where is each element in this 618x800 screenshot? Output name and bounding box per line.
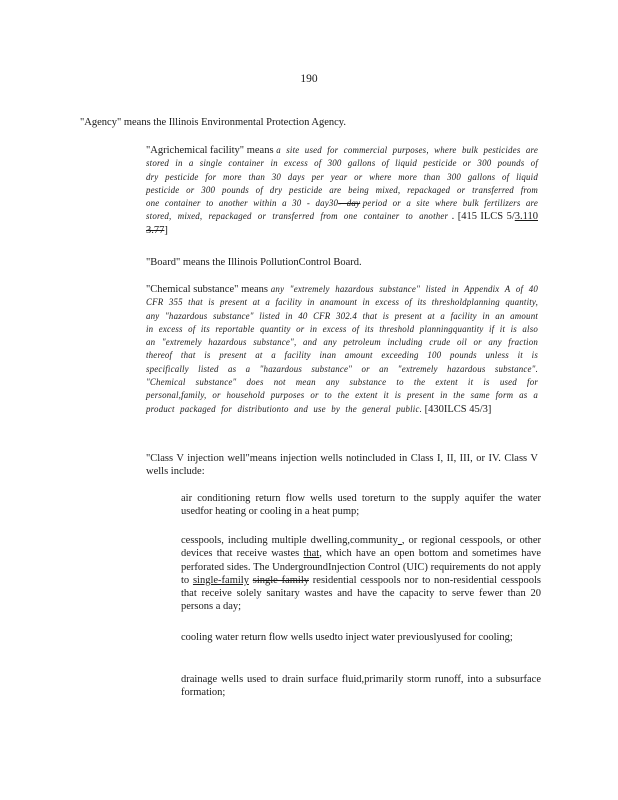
- term-agency: "Agency": [80, 117, 122, 128]
- deleted-text: 3.77: [146, 224, 165, 236]
- item-text: , or regional cesspools, or other devices that receive wastes: [181, 535, 542, 560]
- definition-class-v-injection-well: [146, 452, 538, 479]
- term-board: "Board": [146, 257, 181, 268]
- definition-text: "Class V injection well"means injection wells notincluded in Class I, II, III, or IV. Class V wells include:: [146, 453, 538, 478]
- inserted-text: single-family: [192, 574, 249, 586]
- term-agrichemical-facility: "Agrichemical facility" means: [146, 145, 274, 156]
- deleted-text: single family: [252, 574, 309, 586]
- definition-agrichemical-facility: [146, 144, 538, 237]
- item-text: residential cesspools nor to non-residential cesspools that receive solely sanitary wastes and have the capacity to serve fewer than 20 persons a day;: [181, 574, 542, 613]
- deleted-text: - day: [338, 198, 361, 209]
- page-number: 190: [300, 73, 318, 85]
- citation: ]: [164, 224, 168, 236]
- inserted-text: that: [303, 548, 320, 560]
- list-item-air-conditioning: air conditioning return flow wells used toreturn to the supply aquifer the water usedfor heating or cooling in a heat pump;: [181, 493, 541, 518]
- citation: . [415 ILCS 5/: [451, 211, 515, 223]
- list-item-cooling-water: cooling water return flow wells usedto inject water previouslyused for cooling;: [181, 632, 513, 643]
- definition-board: [146, 256, 538, 269]
- list-item-cesspools: [181, 534, 541, 614]
- definition-text: any "extremely hazardous substance" listed in Appendix A of 40 CFR 355 that is present at a facility in anamount in excess of its thresholdplanning quantity, any "hazardous substance" listed in 40 CFR 302.4 that is present at a facility in an amount in excess of its reportable quantity or in excess of its threshold planningquantity if it is also an "extremely hazardous substance", and any petroleum including crude oil or any fraction thereof that is present at a facility inan amount exceeding 100 pounds unless it is specifically listed as a "hazardous substance" or an "extremely hazardous substance". "Chemical substance" does not mean any substance to the extent it is used for personal,family, or household purposes or to the extent it is present in the same form as a product packaged for distributionto and use by the general public.: [146, 284, 538, 414]
- definition-agency: [80, 116, 480, 129]
- term-chemical-substance: "Chemical substance" means: [146, 284, 269, 295]
- item-text: cesspools, including multiple dwelling,community: [181, 535, 398, 546]
- definition-text: means the Illinois Environmental Protection Agency.: [123, 117, 346, 128]
- list-item-drainage-wells: drainage wells used to drain surface fluid,primarily storm runoff, into a subsurface formation;: [181, 674, 541, 699]
- definition-chemical-substance: [146, 283, 538, 416]
- item-text: , which have an open bottom and sometimes have perforated sides. The UndergroundInjection Control (UIC) requirements do not apply to: [181, 548, 542, 586]
- definition-text: a site used for commercial purposes, where bulk pesticides are stored in a single container in excess of 300 gallons of liquid pesticide or 300 pounds of dry pesticide for more than 30 days per year or where more than 300 gallons of liquid pesticide or 300 pounds of dry pesticide are being mixed, repackaged or transferred from one container to another within a 30 - day30: [146, 145, 538, 209]
- definition-text: means the Illinois PollutionControl Board.: [182, 257, 362, 268]
- definition-text: period or a site where bulk fertilizers are stored, mixed, repackaged or transferred from one container to another: [146, 198, 538, 222]
- inserted-text: 3.110: [514, 211, 538, 223]
- citation: [430ILCS 45/3]: [424, 403, 492, 415]
